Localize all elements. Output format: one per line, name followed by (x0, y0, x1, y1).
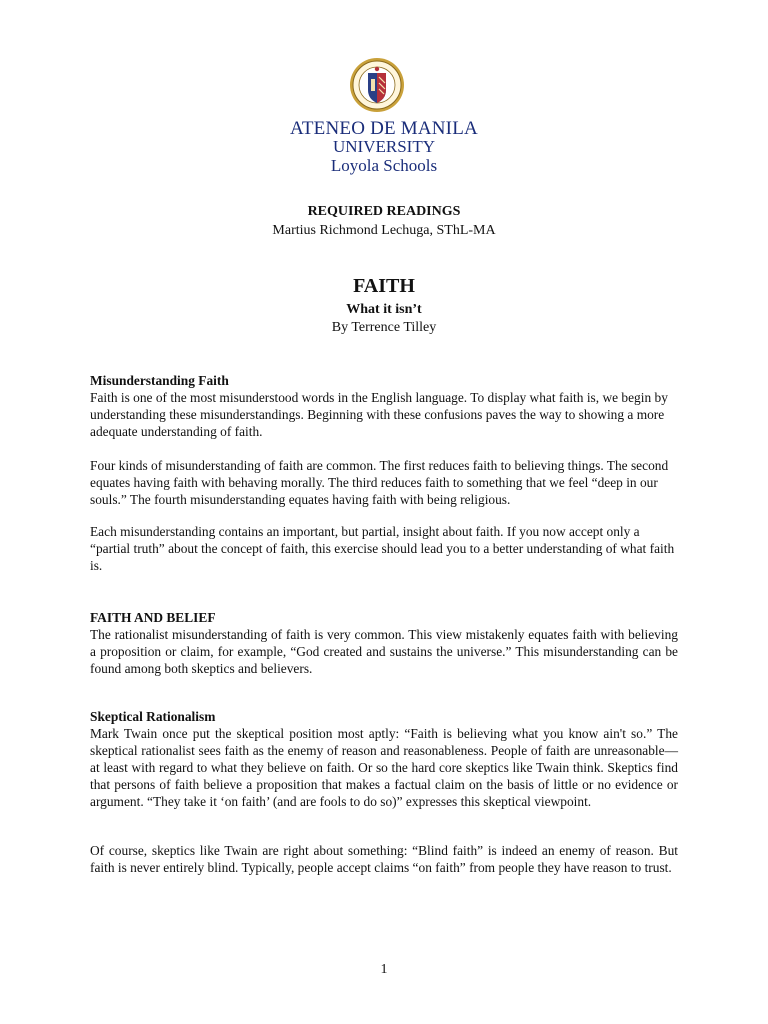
article-byline: By Terrence Tilley (331, 320, 437, 335)
article-title: FAITH (353, 275, 415, 297)
paragraph: Four kinds of misunderstanding of faith are common. The first reduces faith to believing things. The second equates having faith with behaving morally. The third reduces faith to something that we feel “deep in our souls.” The fourth misunderstanding equates having faith with being religious. (90, 458, 669, 507)
page-number: 1 (380, 962, 388, 977)
compiler-name: Martius Richmond Lechuga, SThL-MA (272, 223, 496, 238)
paragraph: Mark Twain once put the skeptical position most aptly: “Faith is believing what you know ain't so.” The skeptical rationalist sees faith as the enemy of reason and reasonableness. People of faith are unreasonable—at least with regard to what they believe on faith. Or so the hard core skeptics like Twain think. Skeptics find that persons of faith believe a proposition that makes a factual claim on the basis of little or no evidence or argument. “They take it ‘on faith’ (and are fools to do so)” expresses this skeptical viewpoint. (90, 726, 678, 809)
section-heading-skeptical-rationalism: Skeptical Rationalism (90, 709, 216, 724)
paragraph: Each misunderstanding contains an important, but partial, insight about faith. If you now accept only a “partial truth” about the concept of faith, this exercise should lead you to a better understanding of what faith is. (90, 524, 675, 573)
article-subtitle: What it isn’t (346, 302, 422, 317)
university-name-line2: UNIVERSITY (333, 137, 435, 156)
paragraph: Faith is one of the most misunderstood words in the English language. To display what faith is, we begin by understanding these misunderstandings. Beginning with these confusions paves the way to showing a more adequate understanding of faith. (90, 390, 668, 439)
required-readings-heading: REQUIRED READINGS (307, 204, 461, 219)
section-heading-misunderstanding: Misunderstanding Faith (90, 373, 229, 388)
university-school-name: Loyola Schools (330, 156, 438, 175)
paragraph: Of course, skeptics like Twain are right about something: “Blind faith” is indeed an enemy of reason. But faith is never entirely blind. Typically, people accept claims “on faith” from people they have reason to trust. (90, 843, 678, 875)
university-name-line1: ATENEO DE MANILA (290, 118, 478, 139)
university-seal-logo (349, 57, 405, 113)
paragraph: The rationalist misunderstanding of faith is very common. This view mistakenly equates faith with believing a proposition or claim, for example, “God created and sustains the universe.” This misunderstanding can be found among both skeptics and believers. (90, 627, 678, 676)
section-heading-faith-and-belief: FAITH AND BELIEF (90, 610, 216, 625)
